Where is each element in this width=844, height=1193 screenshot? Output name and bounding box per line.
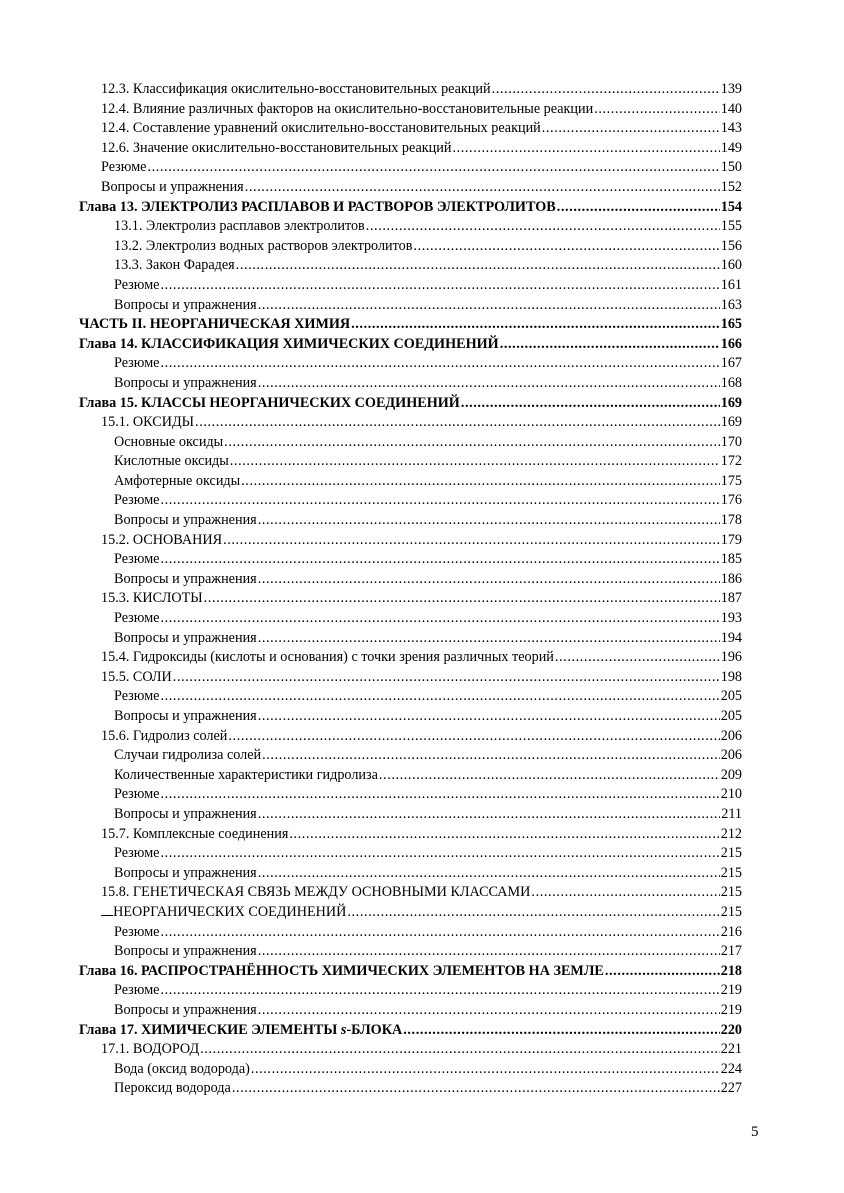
dot-leader bbox=[351, 315, 720, 335]
toc-entry-title: Вопросы и упражнения bbox=[114, 512, 257, 529]
toc-entry-page: 215 bbox=[720, 845, 742, 862]
toc-entry-title: 13.3. Закон Фарадея bbox=[114, 257, 235, 274]
toc-entry-title: Резюме bbox=[114, 982, 160, 999]
toc-entry-page: 206 bbox=[720, 747, 742, 764]
toc-entry-title: 15.3. КИСЛОТЫ bbox=[101, 590, 203, 607]
dot-leader bbox=[228, 727, 719, 747]
toc-entry[interactable] bbox=[79, 825, 742, 845]
toc-entry-page: 155 bbox=[720, 218, 742, 235]
dot-leader bbox=[251, 1060, 720, 1080]
toc-entry-title: Резюме bbox=[114, 845, 160, 862]
toc-entry-page: 166 bbox=[720, 335, 742, 352]
dot-leader bbox=[160, 981, 719, 1001]
toc-entry-title: Вопросы и упражнения bbox=[114, 864, 257, 881]
toc-entry-page: 193 bbox=[720, 610, 742, 627]
toc-entry-page: 209 bbox=[720, 766, 742, 783]
toc-entry-page: 205 bbox=[720, 708, 742, 724]
toc-entry-title: 15.8. ГЕНЕТИЧЕСКАЯ СВЯЗЬ МЕЖДУ ОСНОВНЫМИ КЛАССАМИ bbox=[101, 884, 531, 901]
page-number: 5 bbox=[751, 1124, 759, 1140]
toc-entry-title: Количественные характеристики гидролиза bbox=[114, 766, 378, 783]
toc-entry[interactable] bbox=[79, 805, 742, 825]
toc-entry-title: 12.6. Значение окислительно-восстановительных реакций bbox=[101, 139, 452, 156]
toc-entry-title: Вопросы и упражнения bbox=[114, 1001, 257, 1018]
toc-entry[interactable] bbox=[79, 178, 742, 198]
toc-entry-title: Вода (оксид водорода) bbox=[114, 1060, 250, 1077]
toc-entry-title: Вопросы и упражнения bbox=[114, 805, 257, 822]
dot-leader bbox=[195, 413, 720, 433]
toc-entry-page: 167 bbox=[720, 355, 742, 372]
toc-entry-page: 168 bbox=[720, 374, 742, 391]
toc-entry[interactable] bbox=[79, 687, 742, 707]
toc-entry[interactable] bbox=[79, 491, 742, 511]
toc-entry[interactable] bbox=[79, 158, 742, 178]
dot-leader bbox=[160, 844, 719, 864]
toc-entry-page: 139 bbox=[720, 81, 742, 97]
toc-entry-title: НЕОРГАНИЧЕСКИХ СОЕДИНЕНИЙ bbox=[113, 903, 347, 920]
toc-entry-title: Амфотерные оксиды bbox=[114, 472, 241, 489]
toc-entry[interactable] bbox=[79, 452, 742, 472]
toc-entry-title: 12.4. Составление уравнений окислительно-восстановительных реакций bbox=[101, 120, 541, 137]
toc-entry-title: Резюме bbox=[114, 276, 160, 293]
toc-entry-page: 179 bbox=[720, 531, 742, 548]
toc-entry[interactable] bbox=[79, 276, 742, 296]
dot-leader bbox=[500, 335, 720, 355]
dot-leader bbox=[160, 550, 719, 570]
dot-leader bbox=[289, 825, 719, 845]
toc-entry-page: 140 bbox=[720, 100, 742, 117]
toc-entry-page: 170 bbox=[720, 433, 742, 450]
dot-leader bbox=[160, 609, 719, 629]
toc-entry[interactable] bbox=[79, 413, 742, 433]
toc-entry[interactable] bbox=[79, 923, 742, 943]
toc-entry-page: 215 bbox=[720, 884, 742, 901]
toc-entry-page: 217 bbox=[720, 943, 742, 960]
toc-entry-page: 221 bbox=[720, 1041, 742, 1058]
dot-leader bbox=[258, 864, 720, 884]
dot-leader bbox=[258, 942, 720, 962]
dot-leader bbox=[258, 374, 720, 394]
toc-entry[interactable] bbox=[79, 550, 742, 570]
toc-entry[interactable] bbox=[79, 511, 742, 531]
toc-entry[interactable] bbox=[79, 648, 742, 668]
toc-entry-page: 205 bbox=[720, 688, 742, 705]
toc-entry-title: ЧАСТЬ II. НЕОРГАНИЧЕСКАЯ ХИМИЯ bbox=[79, 316, 351, 333]
toc-entry-title: Резюме bbox=[114, 355, 160, 372]
dot-leader bbox=[160, 687, 719, 707]
toc-chapter-entry[interactable] bbox=[79, 198, 742, 218]
toc-entry-title: 13.2. Электролиз водных растворов электролитов bbox=[114, 237, 413, 254]
toc-entry-title: Глава 15. КЛАССЫ НЕОРГАНИЧЕСКИХ СОЕДИНЕНИЙ bbox=[79, 394, 460, 411]
dot-leader bbox=[403, 1021, 719, 1041]
toc-chapter-entry[interactable] bbox=[79, 962, 742, 982]
toc-entry-title: Глава 16. РАСПРОСТРАНЁННОСТЬ ХИМИЧЕСКИХ ЭЛЕМЕНТОВ НА ЗЕМЛЕ bbox=[79, 962, 604, 979]
underline-mark bbox=[101, 904, 113, 916]
dot-leader bbox=[347, 903, 719, 923]
dot-leader bbox=[160, 491, 719, 511]
toc-entry-title: 17.1. ВОДОРОД bbox=[101, 1041, 200, 1058]
toc-entry[interactable] bbox=[79, 864, 742, 884]
toc-entry[interactable] bbox=[79, 727, 742, 747]
toc-entry[interactable] bbox=[79, 1040, 742, 1060]
toc-chapter-entry[interactable] bbox=[79, 335, 742, 355]
toc-entry-title: 12.4. Влияние различных факторов на окислительно-восстановительные реакции bbox=[101, 100, 594, 117]
toc-entry-page: 198 bbox=[720, 668, 742, 685]
dot-leader bbox=[147, 158, 719, 178]
dot-leader bbox=[224, 433, 720, 453]
dot-leader bbox=[557, 198, 720, 218]
toc-entry-title: 15.5. СОЛИ bbox=[101, 668, 172, 685]
toc-entry-title: Пероксид водорода bbox=[114, 1080, 231, 1097]
toc-entry[interactable] bbox=[79, 100, 742, 120]
toc-entry-page: 163 bbox=[720, 296, 742, 313]
toc-entry-title: 12.3. Классификация окислительно-восстановительных реакций bbox=[101, 81, 491, 97]
toc-entry[interactable] bbox=[79, 374, 742, 394]
toc-entry-page: 169 bbox=[720, 394, 742, 411]
dot-leader bbox=[160, 354, 719, 374]
toc-entry[interactable] bbox=[79, 629, 742, 649]
toc-entry-page: 165 bbox=[720, 316, 742, 333]
toc-entry-title: Глава 14. КЛАССИФИКАЦИЯ ХИМИЧЕСКИХ СОЕДИНЕНИЙ bbox=[79, 335, 499, 352]
toc-entry-page: 210 bbox=[720, 786, 742, 803]
toc-entry-page: 218 bbox=[720, 962, 742, 979]
dot-leader bbox=[204, 589, 720, 609]
dot-leader bbox=[258, 1001, 720, 1021]
toc-entry[interactable] bbox=[79, 903, 742, 923]
toc-entry-page: 150 bbox=[720, 159, 742, 176]
toc-entry-title: 15.6. Гидролиз солей bbox=[101, 727, 228, 744]
toc-entry-title: Вопросы и упражнения bbox=[114, 708, 257, 724]
toc-entry[interactable] bbox=[79, 707, 742, 727]
toc-entry-title: 15.7. Комплексные соединения bbox=[101, 825, 289, 842]
toc-entry-title: Резюме bbox=[114, 610, 160, 627]
toc-entry[interactable] bbox=[79, 609, 742, 629]
toc-chapter-entry[interactable] bbox=[79, 394, 742, 414]
toc-entry-title: Глава 17. ХИМИЧЕСКИЕ ЭЛЕМЕНТЫ s-БЛОКА bbox=[79, 1021, 403, 1038]
toc-entry-page: 211 bbox=[721, 805, 742, 822]
toc-entry-title: Основные оксиды bbox=[114, 433, 224, 450]
toc-entry-title: Вопросы и упражнения bbox=[114, 943, 257, 960]
toc-entry-page: 185 bbox=[720, 551, 742, 568]
dot-leader bbox=[200, 1040, 720, 1060]
dot-leader bbox=[258, 570, 720, 590]
toc-entry-page: 175 bbox=[720, 472, 742, 489]
toc-entry-page: 194 bbox=[720, 629, 742, 646]
toc-entry-title: 15.4. Гидроксиды (кислоты и основания) с точки зрения различных теорий bbox=[101, 649, 554, 666]
toc-chapter-entry[interactable] bbox=[79, 1021, 742, 1041]
toc-entry-title: Резюме bbox=[114, 923, 160, 940]
toc-entry-title: Вопросы и упражнения bbox=[101, 178, 244, 195]
toc-entry-title: 13.1. Электролиз расплавов электролитов bbox=[114, 218, 365, 235]
dot-leader bbox=[258, 805, 721, 825]
dot-leader bbox=[531, 883, 719, 903]
toc-entry-page: 154 bbox=[720, 198, 742, 215]
toc-entry-title: 15.1. ОКСИДЫ bbox=[101, 414, 195, 431]
dot-leader bbox=[542, 119, 720, 139]
dot-leader bbox=[258, 707, 720, 727]
toc-entry-page: 212 bbox=[720, 825, 742, 842]
toc-entry-page: 224 bbox=[720, 1060, 742, 1077]
toc-entry-title: Резюме bbox=[114, 492, 160, 509]
dot-leader bbox=[230, 452, 720, 472]
toc-entry-title: Резюме bbox=[114, 551, 160, 568]
dot-leader bbox=[160, 276, 719, 296]
dot-leader bbox=[262, 746, 720, 766]
toc-entry[interactable] bbox=[79, 119, 742, 139]
dot-leader bbox=[160, 785, 719, 805]
toc-entry-title: Вопросы и упражнения bbox=[114, 629, 257, 646]
toc-entry-title: Резюме bbox=[101, 159, 147, 176]
dot-leader bbox=[241, 472, 720, 492]
toc-entry-page: 219 bbox=[720, 1001, 742, 1018]
toc-entry[interactable] bbox=[79, 1060, 742, 1080]
dot-leader bbox=[366, 217, 720, 237]
dot-leader bbox=[258, 296, 720, 316]
dot-leader bbox=[461, 394, 720, 414]
toc-entry-page: 143 bbox=[720, 120, 742, 137]
toc-entry[interactable] bbox=[79, 844, 742, 864]
toc-entry-page: 215 bbox=[720, 864, 742, 881]
toc-entry-title: Вопросы и упражнения bbox=[114, 374, 257, 391]
toc-entry[interactable] bbox=[79, 296, 742, 316]
toc-entry-page: 187 bbox=[720, 590, 742, 607]
toc-entry[interactable] bbox=[79, 80, 742, 100]
toc-entry-title: Вопросы и упражнения bbox=[114, 296, 257, 313]
toc-entry-title: 15.2. ОСНОВАНИЯ bbox=[101, 531, 223, 548]
dot-leader bbox=[452, 139, 719, 159]
toc-entry-title: Вопросы и упражнения bbox=[114, 570, 257, 587]
toc-entry-page: 176 bbox=[720, 492, 742, 509]
toc-entry[interactable] bbox=[79, 570, 742, 590]
toc-entry[interactable] bbox=[79, 746, 742, 766]
toc-entry[interactable] bbox=[79, 942, 742, 962]
toc-entry[interactable] bbox=[79, 785, 742, 805]
toc-entry-page: 161 bbox=[720, 276, 742, 293]
toc-entry-page: 215 bbox=[720, 903, 742, 920]
dot-leader bbox=[160, 923, 719, 943]
toc-entry-page: 156 bbox=[720, 237, 742, 254]
dot-leader bbox=[605, 962, 720, 982]
toc-entry-page: 216 bbox=[720, 923, 742, 940]
toc-entry[interactable] bbox=[79, 531, 742, 551]
toc-entry[interactable] bbox=[79, 433, 742, 453]
toc-entry[interactable] bbox=[79, 981, 742, 1001]
toc-entry-page: 219 bbox=[720, 982, 742, 999]
toc-entry-page: 160 bbox=[720, 257, 742, 274]
table-of-contents bbox=[79, 80, 742, 1099]
toc-entry[interactable] bbox=[79, 217, 742, 237]
dot-leader bbox=[594, 100, 720, 120]
toc-entry[interactable] bbox=[79, 237, 742, 257]
dot-leader bbox=[245, 178, 720, 198]
dot-leader bbox=[232, 1079, 720, 1099]
toc-entry[interactable] bbox=[79, 1079, 742, 1099]
dot-leader bbox=[555, 648, 720, 668]
toc-entry-title: Кислотные оксиды bbox=[114, 453, 229, 470]
toc-entry-title: Случаи гидролиза солей bbox=[114, 747, 262, 764]
toc-entry-page: 220 bbox=[720, 1021, 742, 1038]
toc-entry[interactable] bbox=[79, 1001, 742, 1021]
toc-entry[interactable] bbox=[79, 256, 742, 276]
dot-leader bbox=[258, 511, 720, 531]
toc-entry-page: 152 bbox=[720, 178, 742, 195]
toc-entry-page: 169 bbox=[720, 414, 742, 431]
toc-chapter-entry[interactable] bbox=[79, 315, 742, 335]
dot-leader bbox=[413, 237, 719, 257]
toc-entry[interactable] bbox=[79, 589, 742, 609]
toc-entry-page: 172 bbox=[720, 453, 742, 470]
toc-entry-title: Резюме bbox=[114, 786, 160, 803]
dot-leader bbox=[492, 80, 720, 100]
dot-leader bbox=[173, 668, 720, 688]
toc-entry-page: 206 bbox=[720, 727, 742, 744]
dot-leader bbox=[258, 629, 720, 649]
toc-entry-page: 186 bbox=[720, 570, 742, 587]
toc-entry-page: 227 bbox=[720, 1080, 742, 1097]
toc-entry-page: 149 bbox=[720, 139, 742, 156]
toc-entry-title: Глава 13. ЭЛЕКТРОЛИЗ РАСПЛАВОВ И РАСТВОРОВ ЭЛЕКТРОЛИТОВ bbox=[79, 198, 556, 215]
dot-leader bbox=[379, 766, 720, 786]
toc-entry-page: 196 bbox=[720, 649, 742, 666]
toc-entry[interactable] bbox=[79, 883, 742, 903]
toc-entry[interactable] bbox=[79, 668, 742, 688]
toc-entry-title: Резюме bbox=[114, 688, 160, 705]
toc-entry[interactable] bbox=[79, 766, 742, 786]
dot-leader bbox=[223, 531, 720, 551]
dot-leader bbox=[236, 256, 720, 276]
toc-entry[interactable] bbox=[79, 354, 742, 374]
toc-entry-page: 178 bbox=[720, 512, 742, 529]
toc-entry[interactable] bbox=[79, 139, 742, 159]
toc-entry[interactable] bbox=[79, 472, 742, 492]
